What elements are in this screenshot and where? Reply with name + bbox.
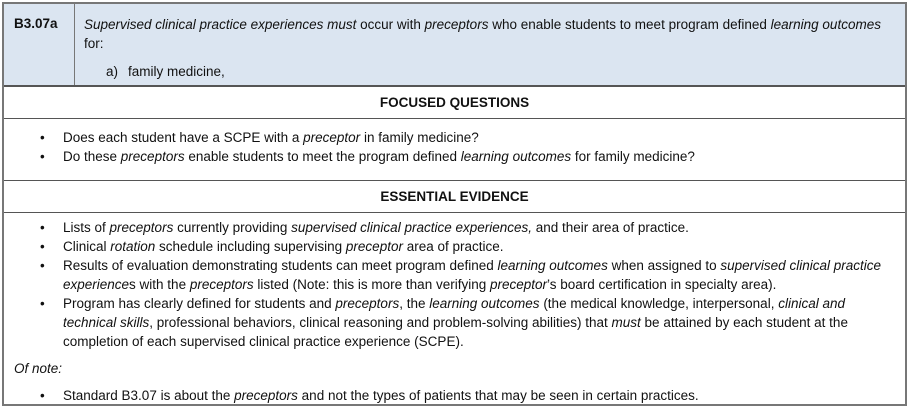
standard-code: B3.07a xyxy=(4,4,75,85)
of-note-list xyxy=(4,386,884,405)
bullet-text: Program has clearly defined for students and preceptors, the learning outcomes (the medical knowledge, interpersonal, clinical and technical skills, professional behaviors, clinical reasoning and problem-solving abilities) that must be attained by each student at the completion of each supervised clinical practice experience (SCPE). xyxy=(63,296,848,349)
bullet-item xyxy=(4,147,884,166)
bullet-text: Clinical rotation schedule including supervising preceptor area of practice. xyxy=(63,239,504,254)
bullet-text: Do these preceptors enable students to meet the program defined learning outcomes for family medicine? xyxy=(63,149,695,164)
bullet-icon: • xyxy=(40,149,45,164)
bullet-icon: • xyxy=(40,239,45,254)
standard-item-marker: a) xyxy=(106,64,119,79)
bullet-icon: • xyxy=(40,296,45,311)
standards-document xyxy=(2,2,907,406)
standard-item-text: family medicine, xyxy=(128,64,225,79)
bullet-item xyxy=(4,237,884,256)
standard-text: Supervised clinical practice experiences must occur with preceptors who enable students to meet program defined learning outcomes for: xyxy=(84,17,881,51)
standard-row xyxy=(4,4,905,87)
bullet-item xyxy=(4,294,884,351)
bullet-text: Standard B3.07 is about the preceptors and not the types of patients that may be seen in certain practices. xyxy=(63,388,699,403)
bullet-text: Lists of preceptors currently providing supervised clinical practice experiences, and their area of practice. xyxy=(63,220,689,235)
bullet-item xyxy=(4,256,884,294)
standard-item xyxy=(106,64,225,79)
focused-questions-heading: FOCUSED QUESTIONS xyxy=(4,87,905,119)
of-note-label: Of note: xyxy=(14,361,63,376)
bullet-icon: • xyxy=(40,220,45,235)
bullet-icon: • xyxy=(40,258,45,273)
bullet-icon: • xyxy=(40,130,45,145)
bullet-icon: • xyxy=(40,388,45,403)
essential-evidence-list xyxy=(4,218,884,351)
bullet-text: Results of evaluation demonstrating students can meet program defined learning outcomes when assigned to supervised clinical practice experiences with the preceptors listed (Note: this is more than verifying preceptor’s board certification in specialty area). xyxy=(63,258,881,292)
bullet-text: Does each student have a SCPE with a preceptor in family medicine? xyxy=(63,130,479,145)
bullet-item xyxy=(4,386,884,405)
focused-questions-list xyxy=(4,128,884,166)
bullet-item xyxy=(4,218,884,237)
essential-evidence-heading: ESSENTIAL EVIDENCE xyxy=(4,181,905,213)
bullet-item xyxy=(4,128,884,147)
